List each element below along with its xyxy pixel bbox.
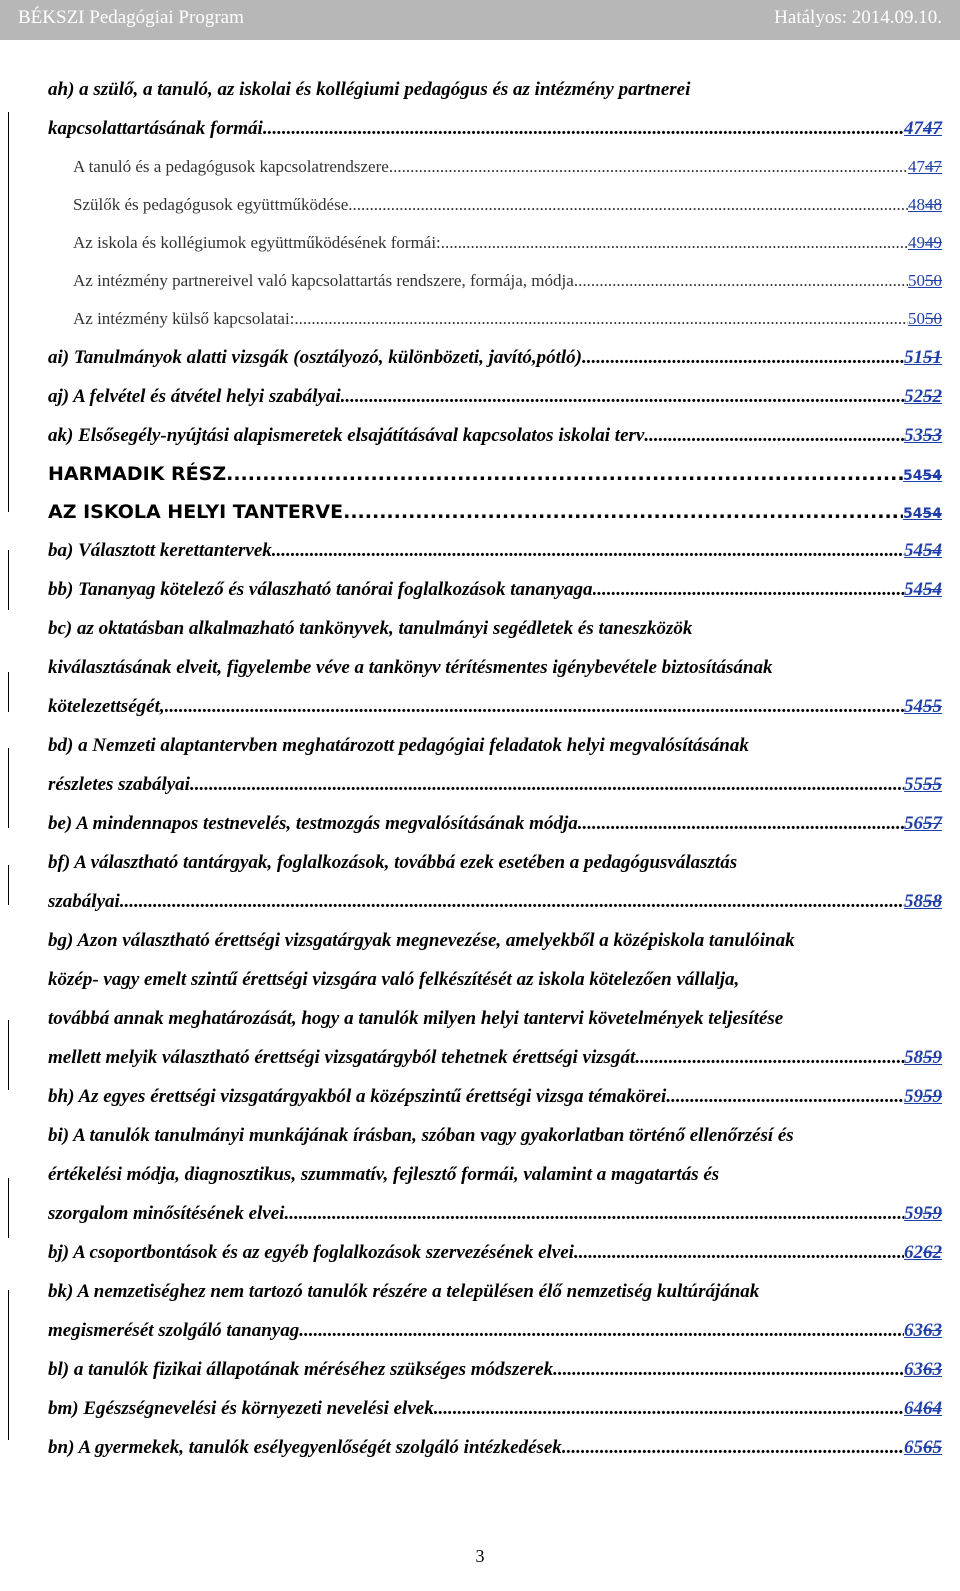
toc-entry [48, 1116, 942, 1155]
toc-page-link[interactable] [904, 109, 942, 148]
page-number-new: 50 [908, 271, 925, 290]
page-number-new: 51 [904, 347, 923, 368]
change-bar [8, 1290, 9, 1440]
page-number-deleted: 54 [923, 540, 942, 561]
dot-leader [263, 109, 904, 148]
toc-entry-title: Az intézmény külső kapcsolatai: [73, 309, 295, 328]
dot-leader [434, 1389, 904, 1428]
toc-entry [48, 1155, 942, 1194]
toc-entry-title: bj) A csoportbontások és az egyéb foglalkozások szervezésének elvei [48, 1242, 574, 1263]
toc-page-link[interactable] [904, 687, 942, 726]
page-number-new: 58 [904, 891, 923, 912]
toc-entry [48, 648, 942, 687]
dot-leader [343, 493, 903, 531]
page-number-deleted: 59 [923, 1203, 942, 1224]
page-number-deleted: 48 [925, 195, 942, 214]
page-number-new: 47 [908, 157, 925, 176]
change-bar [8, 550, 9, 610]
dot-leader [574, 262, 908, 300]
page-number-deleted: 50 [925, 309, 942, 328]
toc-entry-title: bg) Azon választható érettségi vizsgatárgyak megnevezése, amelyekből a középiskola tanulóinak [48, 930, 795, 951]
page-number-new: 48 [908, 195, 925, 214]
toc-entry[interactable] [48, 1311, 942, 1350]
page-number-new: 54 [904, 540, 923, 561]
page-number-deleted: 47 [925, 157, 942, 176]
page-number-new: 54 [904, 696, 923, 717]
page-header [0, 0, 960, 40]
change-bar [8, 672, 9, 712]
toc-page-link[interactable] [904, 338, 942, 377]
toc-entry-title: közép- vagy emelt szintű érettségi vizsgára való felkészítését az iskola kötelezően vállalja, [48, 969, 740, 990]
page-number: 3 [475, 1546, 485, 1566]
page-number-new: 63 [904, 1359, 923, 1380]
toc-entry-title: bk) A nemzetiséghez nem tartozó tanulók részére a településen élő nemzetiség kultúrájának [48, 1281, 760, 1302]
page-number-deleted: 65 [923, 1437, 942, 1458]
page-number-new: 64 [904, 1398, 923, 1419]
toc-entry-title: bn) A gyermekek, tanulók esélyegyenlőségét szolgáló intézkedések [48, 1437, 562, 1458]
toc-entry-title: mellett melyik választható érettségi vizsgatárgyból tehetnek érettségi vizsgát. [48, 1047, 641, 1068]
toc-entry-title: kötelezettségét, [48, 696, 165, 717]
page-number-new: 54 [903, 468, 923, 484]
page-number-new: 54 [903, 506, 923, 522]
page-number-deleted: 63 [923, 1320, 942, 1341]
page-number-new: 49 [908, 233, 925, 252]
toc-entry[interactable] [48, 765, 942, 804]
page-number-new: 59 [904, 1203, 923, 1224]
dot-leader [574, 1233, 904, 1272]
change-bar [8, 112, 9, 512]
dot-leader [582, 338, 904, 377]
toc-entry[interactable] [48, 109, 942, 148]
page-number-deleted: 57 [923, 813, 942, 834]
page-number-new: 50 [908, 309, 925, 328]
toc-entry[interactable] [48, 186, 942, 224]
toc-entry [48, 843, 942, 882]
toc-page-link[interactable] [908, 224, 942, 262]
header-effective-date: Hatályos: 2014.09.10. [774, 7, 942, 28]
toc-page-link[interactable] [904, 1389, 942, 1428]
dot-leader [272, 531, 904, 570]
dot-leader [640, 1038, 904, 1077]
toc-entry[interactable] [48, 377, 942, 416]
toc-entry-title: megismerését szolgáló tananyag [48, 1320, 300, 1341]
page-number-new: 47 [904, 118, 923, 139]
toc-entry-title: részletes szabályai [48, 774, 190, 795]
toc-entry-title: szabályai [48, 891, 120, 912]
page-number-new: 55 [904, 774, 923, 795]
change-bar [8, 1020, 9, 1090]
toc-entry[interactable] [48, 262, 942, 300]
dot-leader [190, 765, 904, 804]
dot-leader [578, 804, 904, 843]
dot-leader [644, 416, 904, 455]
toc-entry [48, 726, 942, 765]
toc-entry-title: HARMADIK RÉSZ [48, 463, 227, 485]
dot-leader [294, 300, 908, 338]
change-bar [8, 748, 9, 828]
page-number-new: 58 [904, 1047, 923, 1068]
page-number-deleted: 50 [925, 271, 942, 290]
page-number-deleted: 52 [923, 386, 942, 407]
toc-entry-title: bc) az oktatásban alkalmazható tankönyvek, tanulmányi segédletek és taneszközök [48, 618, 693, 639]
page-number-deleted: 59 [923, 1086, 942, 1107]
dot-leader [226, 455, 903, 493]
dot-leader [441, 224, 908, 262]
page-number-deleted: 53 [923, 425, 942, 446]
dot-leader [389, 148, 908, 186]
page-number-deleted: 54 [922, 506, 942, 522]
toc-page-link[interactable] [908, 300, 942, 338]
toc-entry-title: ah) a szülő, a tanuló, az iskolai és kollégiumi pedagógus és az intézmény partnerei [48, 79, 691, 100]
page-number-new: 53 [904, 425, 923, 446]
toc-entry[interactable] [48, 1038, 942, 1077]
toc-entry[interactable] [48, 338, 942, 377]
toc-entry[interactable] [48, 300, 942, 338]
page-number-deleted: 49 [925, 233, 942, 252]
page-number-deleted: 47 [923, 118, 942, 139]
page-number-deleted: 59 [923, 1047, 942, 1068]
toc-entry[interactable] [48, 1077, 942, 1116]
toc-entry[interactable] [48, 1428, 942, 1467]
toc-entry [48, 960, 942, 999]
change-bar [8, 1178, 9, 1238]
toc-page-link[interactable] [908, 186, 942, 224]
toc-page-link[interactable] [903, 495, 942, 533]
toc-page-link[interactable] [904, 882, 942, 921]
toc-entry-title: Az intézmény partnereivel való kapcsolattartás rendszere, formája, módja [73, 271, 574, 290]
toc-entry-title: be) A mindennapos testnevelés, testmozgás megvalósításának módja [48, 813, 578, 834]
dot-leader [562, 1428, 904, 1467]
dot-leader [165, 687, 904, 726]
toc-entry-title: bf) A választható tantárgyak, foglalkozások, továbbá ezek esetében a pedagógusválasztás [48, 852, 738, 873]
toc-entry-title: értékelési módja, diagnosztikus, szummatív, fejlesztő formái, valamint a magatartás és [48, 1164, 720, 1185]
toc-entry[interactable] [48, 882, 942, 921]
toc-page-link[interactable] [904, 1350, 942, 1389]
page-number-deleted: 54 [922, 468, 942, 484]
page-number-deleted: 55 [923, 696, 942, 717]
toc-page-link[interactable] [904, 377, 942, 416]
toc-entry [48, 609, 942, 648]
toc-entry [48, 1272, 942, 1311]
toc-page-link[interactable] [904, 570, 942, 609]
toc-entry-title: bd) a Nemzeti alaptantervben meghatározott pedagógiai feladatok helyi megvalósításának [48, 735, 749, 756]
toc-entry-title: továbbá annak meghatározását, hogy a tanulók milyen helyi tantervi követelmények teljesítése [48, 1008, 784, 1029]
change-bar [8, 865, 9, 905]
page-number-new: 63 [904, 1320, 923, 1341]
toc-entry[interactable] [48, 687, 942, 726]
dot-leader [341, 377, 904, 416]
toc-entry-title: ba) Választott kerettantervek [48, 540, 272, 561]
header-program-title: BÉKSZI Pedagógiai Program [18, 7, 244, 28]
page-number-new: 59 [904, 1086, 923, 1107]
toc-entry-title: bl) a tanulók fizikai állapotának méréséhez szükséges módszerek [48, 1359, 554, 1380]
toc-entry[interactable] [48, 804, 942, 843]
toc-page-link[interactable] [904, 531, 942, 570]
page-number-new: 65 [904, 1437, 923, 1458]
toc-entry [48, 999, 942, 1038]
toc-page-link[interactable] [904, 1428, 942, 1467]
dot-leader [299, 1311, 904, 1350]
table-of-contents [48, 70, 942, 1467]
toc-entry[interactable] [48, 570, 942, 609]
toc-page-link[interactable] [904, 416, 942, 455]
toc-entry-title: bh) Az egyes érettségi vizsgatárgyakból a középszintű érettségi vizsga témakörei [48, 1086, 667, 1107]
page-number-new: 52 [904, 386, 923, 407]
page-number-deleted: 62 [923, 1242, 942, 1263]
toc-entry[interactable] [48, 416, 942, 455]
toc-entry-title: szorgalom minősítésének elvei [48, 1203, 285, 1224]
toc-entry[interactable] [48, 493, 942, 531]
toc-entry[interactable] [48, 1233, 942, 1272]
toc-entry[interactable] [48, 455, 942, 493]
toc-page-link[interactable] [904, 1233, 942, 1272]
toc-entry[interactable] [48, 1389, 942, 1428]
toc-entry[interactable] [48, 148, 942, 186]
dot-leader [284, 1194, 904, 1233]
page-number-deleted: 54 [923, 579, 942, 600]
dot-leader [666, 1077, 904, 1116]
toc-page-link[interactable] [904, 804, 942, 843]
toc-entry-title: kiválasztásának elveit, figyelembe véve a tankönyv térítésmentes igénybevétele biztosításának [48, 657, 773, 678]
toc-page-link[interactable] [908, 148, 942, 186]
page-number-new: 56 [904, 813, 923, 834]
toc-entry-title: ai) Tanulmányok alatti vizsgák (osztályozó, különbözeti, javító,pótló) [48, 347, 582, 368]
toc-entry[interactable] [48, 224, 942, 262]
dot-leader [120, 882, 904, 921]
toc-entry [48, 70, 942, 109]
page-number-deleted: 51 [923, 347, 942, 368]
dot-leader [553, 1350, 904, 1389]
toc-entry-title: ak) Elsősegély-nyújtási alapismeretek elsajátításával kapcsolatos iskolai terv [48, 425, 645, 446]
dot-leader [593, 570, 904, 609]
toc-page-link[interactable] [904, 1038, 942, 1077]
toc-entry[interactable] [48, 1194, 942, 1233]
toc-page-link[interactable] [904, 1077, 942, 1116]
page-number-deleted: 64 [923, 1398, 942, 1419]
toc-entry-title: bm) Egészségnevelési és környezeti nevelési elvek [48, 1398, 434, 1419]
page-number-new: 54 [904, 579, 923, 600]
page-number-deleted: 63 [923, 1359, 942, 1380]
toc-entry-title: kapcsolattartásának formái [48, 118, 263, 139]
page-number-deleted: 58 [923, 891, 942, 912]
toc-entry[interactable] [48, 531, 942, 570]
toc-page-link[interactable] [904, 765, 942, 804]
page-number-deleted: 55 [923, 774, 942, 795]
toc-entry-title: bi) A tanulók tanulmányi munkájának írásban, szóban vagy gyakorlatban történő ellenőrzésí és [48, 1125, 794, 1146]
toc-entry-title: Szülők és pedagógusok együttműködése [73, 195, 349, 214]
toc-entry-title: AZ ISKOLA HELYI TANTERVE [48, 501, 344, 523]
toc-entry-title: aj) A felvétel és átvétel helyi szabályai [48, 386, 341, 407]
toc-entry-title: Az iskola és kollégiumok együttműködésének formái: [73, 233, 441, 252]
toc-entry-title: A tanuló és a pedagógusok kapcsolatrendszere [73, 157, 389, 176]
toc-entry [48, 921, 942, 960]
toc-page-link[interactable] [903, 457, 942, 495]
toc-page-link[interactable] [904, 1311, 942, 1350]
toc-entry[interactable] [48, 1350, 942, 1389]
toc-page-link[interactable] [908, 262, 942, 300]
toc-page-link[interactable] [904, 1194, 942, 1233]
dot-leader [348, 186, 908, 224]
page-number-new: 62 [904, 1242, 923, 1263]
toc-entry-title: bb) Tananyag kötelező és válaszható tanórai foglalkozások tananyaga [48, 579, 593, 600]
